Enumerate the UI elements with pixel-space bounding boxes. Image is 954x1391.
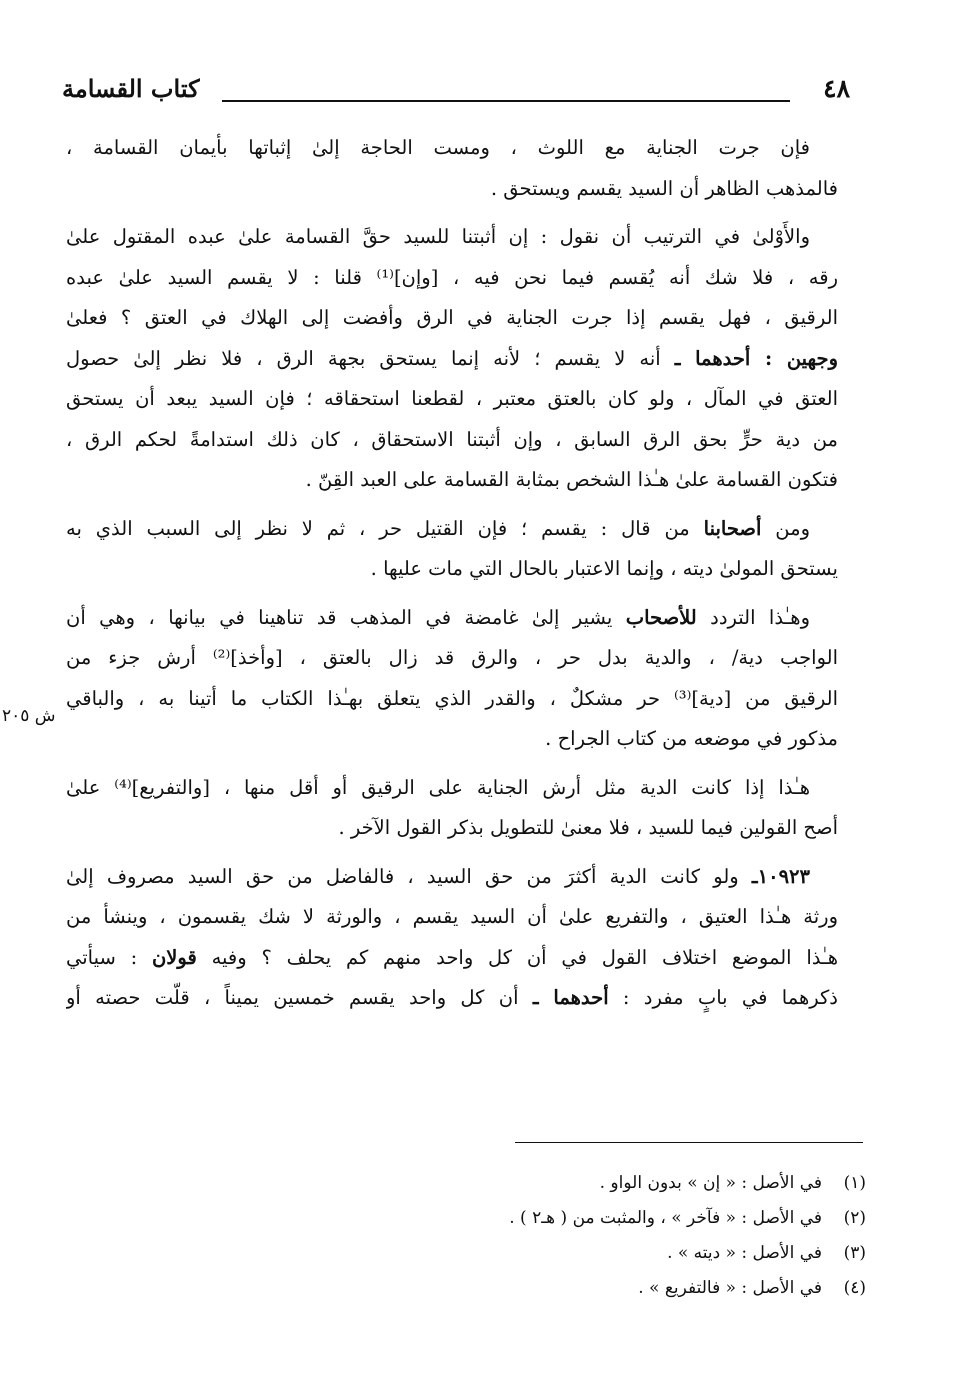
main-text	[66, 128, 866, 1027]
paragraph-2	[66, 217, 866, 501]
footnote-text: في الأصل : « فآخر » ، والمثبت من ( هـ٢ ) .	[509, 1208, 822, 1228]
text-line: رقه ، فلا شك أنه يُقسم فيما نحن فيه ، [وإن]⁽¹⁾ قلنا : لا يقسم السيد علىٰ عبده	[66, 265, 838, 289]
text-run: وهـٰذا التردد	[696, 605, 810, 629]
text-run: من قال : يقسم ؛ فإن القتيل حر ، ثم لا نظر إلى السبب الذي به	[66, 516, 704, 540]
text-line: ورثة هـٰذا العتيق ، والتفريع علىٰ أن السيد يقسم ، والورثة لا شك يقسمون ، وينشأ من	[66, 905, 838, 928]
text-line	[66, 598, 866, 639]
text-line	[66, 978, 866, 1019]
text-run: أنه لا يقسم ؛ لأنه إنما يستحق بجهة الرق ، فلا نظر إلىٰ حصول	[66, 346, 675, 370]
paragraph-6	[66, 857, 866, 1019]
footnote-number: (٤)	[843, 1278, 866, 1298]
text-line	[66, 509, 866, 550]
page-number: ٤٨	[823, 74, 850, 103]
bold-term: قولان	[151, 945, 197, 969]
text-line	[66, 938, 866, 979]
text-line: العتق في المآل ، ولو كان بالعتق معتبر ، لقطعنا استحقاقه ؛ فإن السيد يبعد أن يستحق	[66, 387, 838, 410]
text-line: الرقيق ، فهل يقسم إذا جرت الجناية في الرق وأفضت إلى الهلاك في العتق ؟ فعلىٰ	[66, 306, 838, 329]
text-run: هـٰذا الموضع اختلاف القول في أن كل واحد منهم كم يحلف ؟ وفيه	[196, 945, 838, 969]
footnote-4	[86, 1271, 866, 1306]
footnote-number: (٢)	[843, 1208, 866, 1228]
paragraph-4	[66, 598, 866, 760]
bold-term: وجهين : أحدهما ـ	[674, 346, 839, 370]
text-run: ذكرهما في بابٍ مفرد :	[608, 986, 838, 1009]
text-line: هـٰذا إذا كانت الدية مثل أرش الجناية على الرقيق أو أقل منها ، [والتفريع]⁽⁴⁾ علىٰ	[66, 775, 810, 799]
footnote-3	[86, 1236, 866, 1271]
footnote-2	[86, 1201, 866, 1236]
page-header	[62, 74, 850, 114]
text-line: يستحق المولىٰ ديته ، وإنما الاعتبار بالحال التي مات عليها .	[370, 557, 838, 580]
text-line: من دية حرٍّ بحق الرق السابق ، وإن أثبتنا الاستحقاق ، كان ذلك استدامةً لحكم الرق ،	[66, 427, 838, 451]
header-rule	[222, 100, 790, 102]
bold-term: للأصحاب	[625, 605, 697, 629]
text-line: فالمذهب الظاهر أن السيد يقسم ويستحق .	[490, 176, 838, 200]
footnote-rule	[515, 1142, 863, 1143]
bold-term: أصحابنا	[703, 516, 762, 540]
text-run: ومن	[761, 516, 810, 540]
paragraph-3	[66, 509, 866, 590]
text-run: : سيأتي	[66, 945, 152, 969]
footnote-1	[86, 1166, 866, 1201]
text-line: مذكور في موضعه من كتاب الجراح .	[545, 727, 838, 750]
text-line: الرقيق من [دية]⁽³⁾ حر مشكلٌ ، والقدر الذي يتعلق بهـٰذا الكتاب ما أتينا به ، والباقي	[66, 686, 839, 710]
footnote-text: في الأصل : « ديته » .	[667, 1243, 822, 1263]
text-line	[66, 339, 866, 380]
paragraph-5	[66, 768, 866, 849]
footnote-text: في الأصل : « فالتفريع » .	[638, 1278, 822, 1298]
text-run: يشير إلىٰ غامضة في المذهب قد تناهينا في بيانها ، وهي أن	[66, 605, 626, 629]
section-number: ١٠٩٢٣ـ	[751, 864, 810, 888]
text-run: أن كل واحد يقسم خمسين يميناً ، قلّت حصته أو	[66, 986, 533, 1009]
bold-term: أحدهما ـ	[532, 986, 609, 1009]
paragraph-1	[66, 128, 866, 209]
text-line: فإن جرت الجناية مع اللوث ، ومست الحاجة إلىٰ إثباتها بأيمان القسامة ،	[66, 136, 810, 159]
footnote-number: (٣)	[843, 1243, 866, 1263]
text-run: ولو كانت الدية أكثرَ من حق السيد ، فالفاضل من حق السيد مصروف إلىٰ	[66, 864, 752, 888]
text-line: الواجب دية/ ، والدية بدل حر ، والرق قد زال بالعتق ، [وأخذ]⁽²⁾ أرش جزء من	[66, 646, 838, 669]
running-title: كتاب القسامة	[62, 74, 200, 103]
text-line	[66, 857, 866, 898]
margin-note: ش ٢٠٥	[2, 706, 56, 726]
text-line: والأَوْلىٰ في الترتيب أن نقول : إن أثبتنا للسيد حقَّ القسامة علىٰ عبده المقتول علىٰ	[66, 225, 810, 248]
text-line: أصح القولين فيما للسيد ، فلا معنىٰ للتطويل بذكر القول الآخر .	[338, 816, 838, 839]
footnote-text: في الأصل : « إن » بدون الواو .	[599, 1173, 822, 1193]
text-line: فتكون القسامة علىٰ هـٰذا الشخص بمثابة القسامة على العبد القِنّ .	[305, 468, 838, 491]
footnotes	[86, 1166, 866, 1306]
footnote-number: (١)	[843, 1173, 866, 1193]
